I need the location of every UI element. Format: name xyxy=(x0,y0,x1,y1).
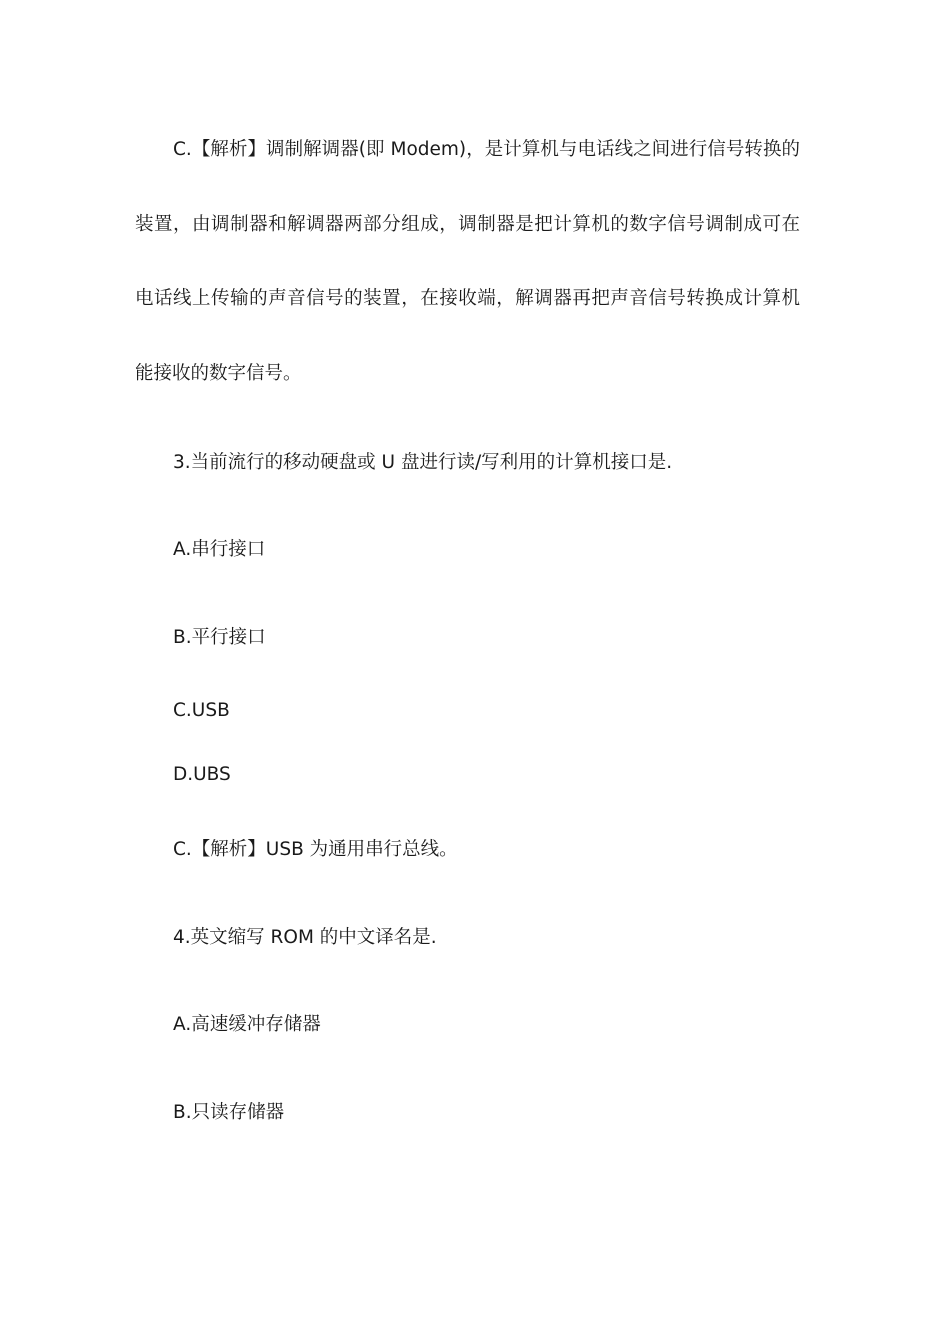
q4-option-a: A.高速缓冲存储器 xyxy=(173,1014,321,1035)
q4-option-b: B.只读存储器 xyxy=(173,1102,285,1123)
q3-option-a: A.串行接口 xyxy=(173,539,266,560)
q3-question: 3.当前流行的移动硬盘或 U 盘进行读/写利用的计算机接口是. xyxy=(173,452,673,473)
q3-option-b: B.平行接口 xyxy=(173,627,266,648)
q3-option-c: C.USB xyxy=(173,700,230,721)
q2-explanation: C.【解析】调制解调器(即 Modem)，是计算机与电话线之间进行信号转换的装置，由调制器和解调器两部分组成，调制器是把计算机的数字信号调制成可在电话线上传输的声音信号的装置，在接收端，解调器再把声音信号转换成计算机能接收的数字信号。 xyxy=(135,139,800,384)
q3-option-d: D.UBS xyxy=(173,764,231,785)
q4-question: 4.英文缩写 ROM 的中文译名是. xyxy=(173,927,437,948)
q3-explanation: C.【解析】USB 为通用串行总线。 xyxy=(173,839,458,860)
